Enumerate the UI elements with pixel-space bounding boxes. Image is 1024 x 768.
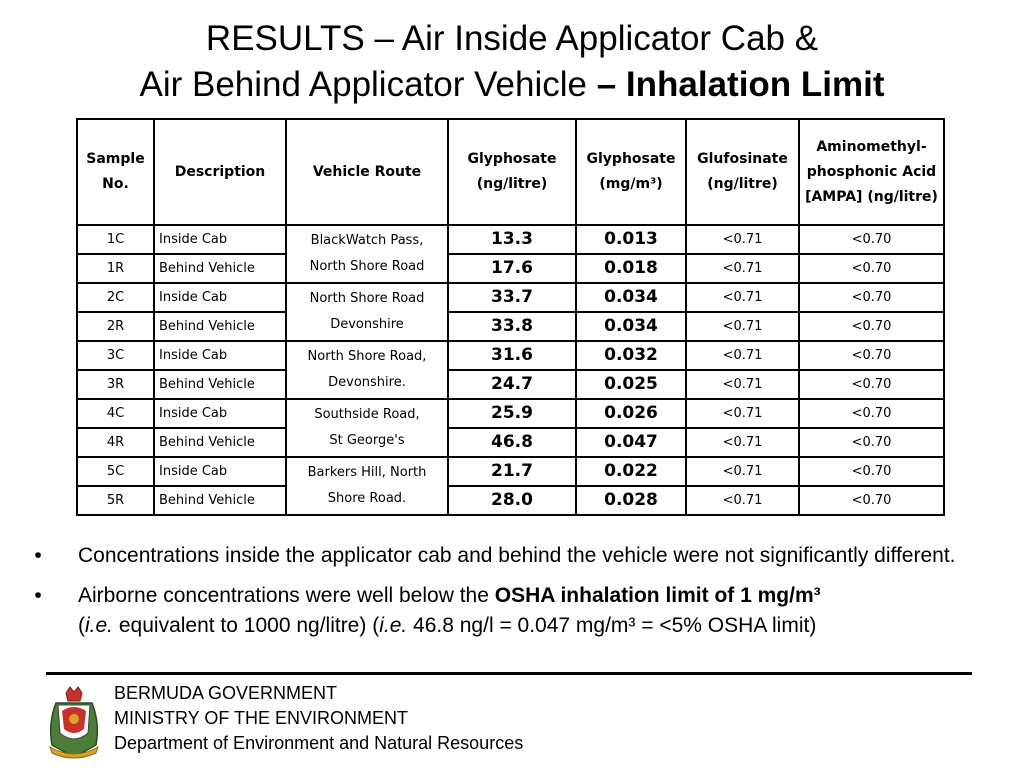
table-row — [77, 312, 944, 341]
title-line-2 — [0, 62, 1024, 108]
vehicle-route — [286, 341, 448, 399]
glufosinate: <0.71 — [686, 341, 799, 370]
route-line-1: North Shore Road — [309, 291, 425, 306]
sample-no: 4R — [77, 428, 154, 457]
route-line-2: St George's — [329, 433, 405, 448]
glyphosate-mg: 0.034 — [576, 312, 686, 341]
glyphosate-mg: 0.026 — [576, 399, 686, 428]
glyphosate-ng: 13.3 — [448, 225, 576, 254]
footer-line-1: BERMUDA GOVERNMENT — [114, 683, 338, 703]
table-row — [77, 341, 944, 370]
sample-no: 2C — [77, 283, 154, 312]
sample-no: 1C — [77, 225, 154, 254]
description: Inside Cab — [154, 399, 286, 428]
bullet-text-2-end: 46.8 ng/l = 0.047 mg/m³ = <5% OSHA limit) — [413, 614, 817, 637]
route-line-1: Southside Road, — [314, 407, 420, 422]
glyphosate-mg: 0.025 — [576, 370, 686, 399]
glyphosate-mg: 0.034 — [576, 283, 686, 312]
ie-abbrev: i.e. — [85, 614, 114, 637]
bullet-text-1: Concentrations inside the applicator cab and behind the vehicle were not significantly different. — [78, 544, 956, 567]
route-line-1: BlackWatch Pass, — [310, 233, 424, 248]
table-row — [77, 457, 944, 486]
description: Inside Cab — [154, 283, 286, 312]
route-line-1: North Shore Road, — [307, 349, 427, 364]
glyphosate-ng: 33.8 — [448, 312, 576, 341]
table-row — [77, 254, 944, 283]
vehicle-route — [286, 225, 448, 283]
ampa: <0.70 — [799, 486, 944, 515]
bullet-list — [28, 541, 1008, 651]
glufosinate: <0.71 — [686, 370, 799, 399]
route-line-2: Devonshire. — [328, 375, 406, 390]
glyphosate-ng: 25.9 — [448, 399, 576, 428]
header-vehicle-route: Vehicle Route — [286, 119, 448, 225]
header-glyphosate-mg: Glyphosate (mg/m³) — [576, 119, 686, 225]
glyphosate-ng: 17.6 — [448, 254, 576, 283]
results-table — [76, 118, 945, 516]
ampa: <0.70 — [799, 225, 944, 254]
table-row — [77, 486, 944, 515]
glyphosate-mg: 0.018 — [576, 254, 686, 283]
vehicle-route — [286, 283, 448, 341]
description: Behind Vehicle — [154, 370, 286, 399]
glyphosate-ng: 24.7 — [448, 370, 576, 399]
sample-no: 2R — [77, 312, 154, 341]
paren-open: ( — [78, 614, 85, 637]
bermuda-crest-icon — [46, 683, 102, 759]
title-line-2-normal: Air Behind Applicator Vehicle — [139, 65, 587, 104]
glyphosate-ng: 21.7 — [448, 457, 576, 486]
table-row — [77, 370, 944, 399]
glufosinate: <0.71 — [686, 486, 799, 515]
glyphosate-mg: 0.028 — [576, 486, 686, 515]
description: Inside Cab — [154, 457, 286, 486]
glufosinate: <0.71 — [686, 457, 799, 486]
vehicle-route — [286, 457, 448, 515]
route-line-1: Barkers Hill, North — [307, 465, 427, 480]
ampa: <0.70 — [799, 399, 944, 428]
title-line-2-bold: – Inhalation Limit — [596, 65, 885, 104]
route-line-2: Devonshire — [330, 317, 404, 332]
sample-no: 4C — [77, 399, 154, 428]
title-line-1: RESULTS – Air Inside Applicator Cab & — [205, 19, 819, 58]
glufosinate: <0.71 — [686, 428, 799, 457]
footer-line-2: MINISTRY OF THE ENVIRONMENT — [114, 708, 409, 728]
sample-no: 5C — [77, 457, 154, 486]
bullet-text-2-mid: equivalent to 1000 ng/litre) ( — [118, 614, 380, 637]
table-row — [77, 428, 944, 457]
ampa: <0.70 — [799, 370, 944, 399]
glyphosate-ng: 33.7 — [448, 283, 576, 312]
sample-no: 5R — [77, 486, 154, 515]
description: Behind Vehicle — [154, 312, 286, 341]
glufosinate: <0.71 — [686, 312, 799, 341]
description: Behind Vehicle — [154, 428, 286, 457]
header-ampa: Aminomethyl-phosphonic Acid [AMPA] (ng/litre) — [799, 119, 944, 225]
glyphosate-mg: 0.022 — [576, 457, 686, 486]
glyphosate-ng: 28.0 — [448, 486, 576, 515]
description: Behind Vehicle — [154, 254, 286, 283]
header-sample-no: Sample No. — [77, 119, 154, 225]
ampa: <0.70 — [799, 254, 944, 283]
ie-abbrev: i.e. — [379, 614, 408, 637]
header-description: Description — [154, 119, 286, 225]
osha-limit-text: OSHA inhalation limit of 1 mg/m³ — [494, 584, 821, 607]
glufosinate: <0.71 — [686, 283, 799, 312]
table-row — [77, 283, 944, 312]
glyphosate-mg: 0.032 — [576, 341, 686, 370]
ampa: <0.70 — [799, 283, 944, 312]
glufosinate: <0.71 — [686, 225, 799, 254]
glyphosate-ng: 46.8 — [448, 428, 576, 457]
ampa: <0.70 — [799, 428, 944, 457]
footer-divider — [46, 672, 972, 675]
table-header-row — [77, 119, 944, 225]
slide-title — [0, 16, 1024, 108]
route-line-2: North Shore Road — [309, 259, 425, 274]
bullet-text-2-prefix: Airborne concentrations were well below the — [78, 584, 489, 607]
glyphosate-mg: 0.013 — [576, 225, 686, 254]
bullet-item — [28, 581, 1008, 641]
sample-no: 1R — [77, 254, 154, 283]
bullet-item — [28, 541, 1008, 571]
ampa: <0.70 — [799, 312, 944, 341]
bullet-dot-icon: • — [34, 544, 42, 567]
glufosinate: <0.71 — [686, 254, 799, 283]
bullet-dot-icon: • — [34, 584, 42, 607]
glufosinate: <0.71 — [686, 399, 799, 428]
header-glyphosate-ng: Glyphosate (ng/litre) — [448, 119, 576, 225]
description: Inside Cab — [154, 225, 286, 254]
description: Behind Vehicle — [154, 486, 286, 515]
glyphosate-ng: 31.6 — [448, 341, 576, 370]
ampa: <0.70 — [799, 341, 944, 370]
glyphosate-mg: 0.047 — [576, 428, 686, 457]
ampa: <0.70 — [799, 457, 944, 486]
table-row — [77, 399, 944, 428]
footer-line-3: Department of Environment and Natural Resources — [114, 733, 524, 753]
footer-text — [114, 681, 523, 756]
table-row — [77, 225, 944, 254]
header-glufosinate: Glufosinate (ng/litre) — [686, 119, 799, 225]
sample-no: 3R — [77, 370, 154, 399]
description: Inside Cab — [154, 341, 286, 370]
sample-no: 3C — [77, 341, 154, 370]
route-line-2: Shore Road. — [327, 491, 407, 506]
vehicle-route — [286, 399, 448, 457]
